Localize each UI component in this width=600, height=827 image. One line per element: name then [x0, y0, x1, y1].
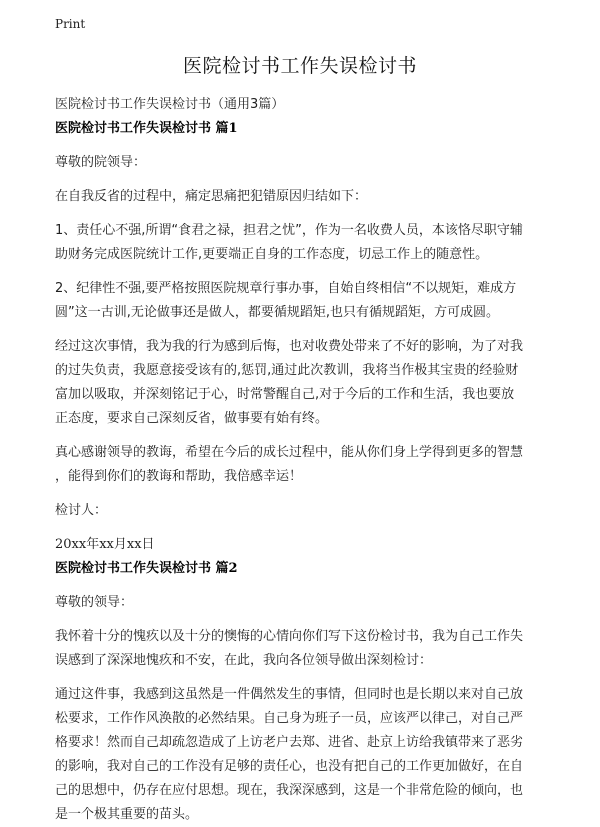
signer-label: 检讨人： — [55, 503, 108, 518]
paragraph-line: 格要求！然而自己却疏忽造成了上访老户去郑、进省、赴京上访给我镇带来了恶劣 — [55, 735, 524, 750]
paragraph-1-5 — [55, 441, 550, 489]
document-subtitle: 医院检讨书工作失误检讨书（通用3篇） — [55, 97, 285, 112]
paragraph-line: 我怀着十分的愧疚以及十分的懊悔的心情向你们写下这份检讨书，我为自己工作失 — [55, 629, 524, 644]
paragraph-2-1 — [55, 625, 550, 673]
paragraph-line: 通过这件事，我感到这虽然是一件偶然发生的事情，但同时也是长期以来对自己放 — [55, 687, 524, 702]
paragraph-line: 1、责任心不强,所谓“食君之禄，担君之忧”，作为一名收费人员，本该恪尽职守辅 — [55, 223, 523, 238]
paragraph-line: 松要求，工作作风涣散的必然结果。自己身为班子一员，应该严以律己，对自己严 — [55, 711, 524, 726]
paragraph-1-1: 在自我反省的过程中，痛定思痛把犯错原因归结如下： — [55, 189, 368, 204]
paragraph-1-3 — [55, 277, 550, 325]
paragraph-1-4 — [55, 335, 550, 431]
paragraph-line: 经过这次事情，我为我的行为感到后悔，也对收费处带来了不好的影响，为了对我 — [55, 339, 524, 354]
paragraph-line: 圆”这一古训,无论做事还是做人，都要循规蹈矩,也只有循规蹈矩，方可成圆。 — [55, 305, 499, 320]
print-link[interactable]: Print — [55, 17, 86, 31]
paragraph-line: 真心感谢领导的教诲，希望在今后的成长过程中，能从你们身上学得到更多的智慧 — [55, 445, 524, 460]
paragraph-2-2 — [55, 683, 550, 827]
paragraph-1-2 — [55, 219, 550, 267]
section-heading-2: 医院检讨书工作失误检讨书 篇2 — [55, 561, 238, 576]
paragraph-line: 助财务完成医院统计工作,更要端正自身的工作态度，切忌工作上的随意性。 — [55, 247, 489, 262]
date-line: 20xx年xx月xx日 — [55, 537, 155, 552]
section-heading-1: 医院检讨书工作失误检讨书 篇1 — [55, 121, 238, 136]
salutation-2: 尊敬的领导： — [55, 595, 134, 610]
paragraph-line: 富加以吸取，并深刻铭记于心，时常警醒自己,对于今后的工作和生活，我也要放 — [55, 387, 515, 402]
paragraph-line: 己的思想中，仍存在应付思想。现在，我深深感到，这是一个非常危险的倾向，也 — [55, 783, 524, 798]
paragraph-line: ，能得到你们的教诲和帮助，我倍感幸运！ — [55, 469, 303, 484]
salutation-1: 尊敬的院领导： — [55, 155, 147, 170]
paragraph-line: 的影响，我对自己的工作没有足够的责任心，也没有把自己的工作更加做好，在自 — [55, 759, 524, 774]
paragraph-line: 2、纪律性不强,要严格按照医院规章行事办事，自始自终相信“不以规矩，难成方 — [55, 281, 517, 296]
paragraph-line: 正态度，要求自己深刻反省，做事要有始有终。 — [55, 411, 329, 426]
paragraph-line: 是一个极其重要的苗头。 — [55, 807, 199, 822]
document-title: 医院检讨书工作失误检讨书 — [182, 55, 417, 77]
document-body — [55, 93, 550, 827]
paragraph-line: 误感到了深深地愧疚和不安，在此，我向各位领导做出深刻检讨： — [55, 653, 433, 668]
paragraph-line: 的过失负责，我愿意接受该有的,惩罚,通过此次教训，我将当作极其宝贵的经验财 — [55, 363, 519, 378]
